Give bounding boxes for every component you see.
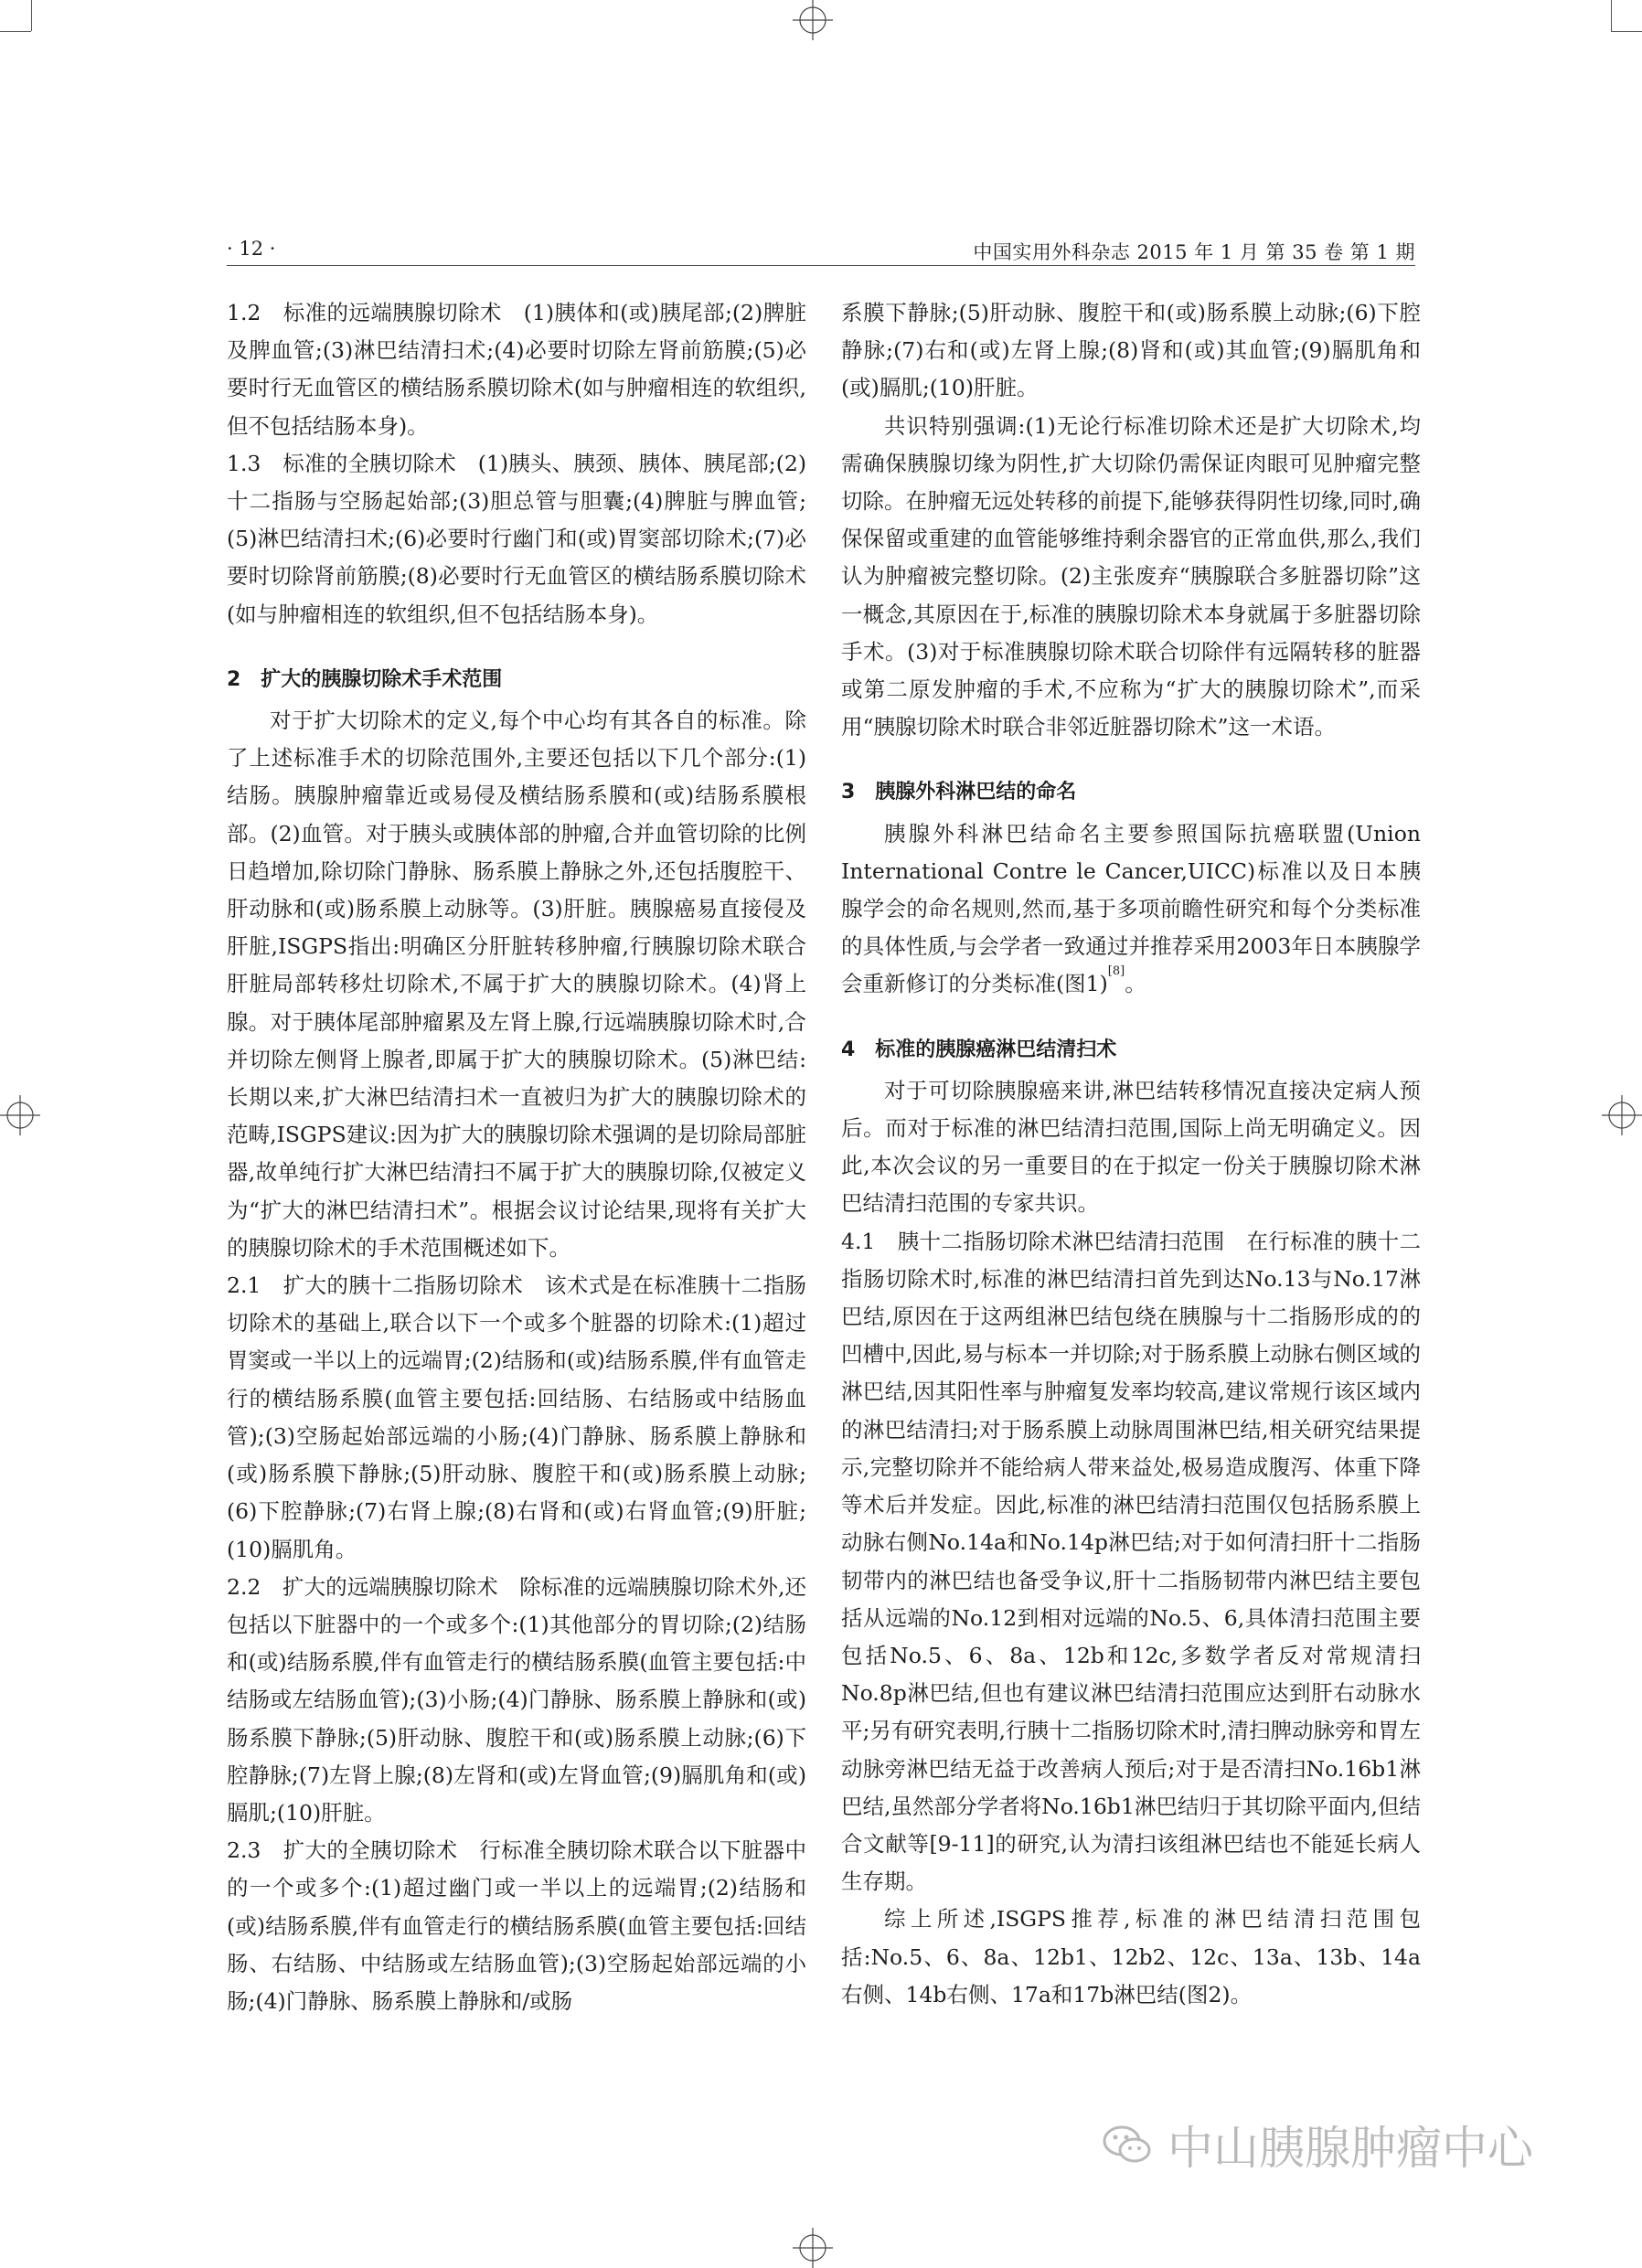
crop-mark <box>1611 0 1612 31</box>
paragraph-text: 2.2 扩大的远端胰腺切除术 除标准的远端胰腺切除术外,还包括以下脏器中的一个或多个:(1)其他部分的胃切除;(2)结肠和(或)结肠系膜,伴有血管走行的横结肠系膜(血管主要包括:中结肠或左结肠血管);(3)小肠;(4)门静脉、肠系膜上静脉和(或)肠系膜下静脉;(5)肝动脉、腹腔干和(或)肠系膜上动脉;(6)下腔静脉;(7)左肾上腺;(8)左肾和(或)左肾血管;(9)膈肌角和(或)膈肌;(10)肝脏。 <box>227 1573 806 1826</box>
paragraph-text: 2 扩大的胰腺切除术手术范围 <box>227 667 503 691</box>
page-number: · 12 · <box>227 238 276 260</box>
paragraph-text: 1.2 标准的远端胰腺切除术 (1)胰体和(或)胰尾部;(2)脾脏及脾血管;(3)淋巴结清扫术;(4)必要时切除左肾前筋膜;(5)必要时行无血管区的横结肠系膜切除术(如与肿瘤相连的软组织,但不包括结肠本身)。 <box>227 300 806 439</box>
left-column <box>227 294 806 2020</box>
paragraph-text: 3 胰腺外科淋巴结的命名 <box>841 781 1077 804</box>
paragraph <box>841 294 1421 408</box>
crop-mark <box>1611 31 1642 32</box>
wechat-logo-icon <box>1102 2124 1153 2165</box>
paragraph-text: 对于可切除胰腺癌来讲,淋巴结转移情况直接决定病人预后。而对于标准的淋巴结清扫范围,国际上尚无明确定义。因此,本次会议的另一重要目的在于拟定一份关于胰腺切除术淋巴结清扫范围的专家共识。 <box>841 1077 1421 1217</box>
crop-mark <box>31 0 32 31</box>
paragraph-text: 4 标准的胰腺癌淋巴结清扫术 <box>841 1038 1117 1061</box>
paragraph <box>227 702 806 1267</box>
paragraph-text: 共识特别强调:(1)无论行标准切除术还是扩大切除术,均需确保胰腺切缘为阴性,扩大切除仍需保证肉眼可见肿瘤完整切除。在肿瘤无远处转移的前提下,能够获得阴性切缘,同时,确保保留或重建的血管能够维持剩余器官的正常血供,那么,我们认为肿瘤被完整切除。(2)主张废弃“胰腺联合多脏器切除”这一概念,其原因在于,标准的胰腺切除术本身就属于多脏器切除手术。(3)对于标准胰腺切除术联合切除伴有远隔转移的脏器或第二原发肿瘤的手术,不应称为“扩大的胰腺切除术”,而采用“胰腺切除术时联合非邻近脏器切除术”这一术语。 <box>841 412 1421 740</box>
paragraph <box>227 445 806 634</box>
paragraph-text: 对于扩大切除术的定义,每个中心均有其各自的标准。除了上述标准手术的切除范围外,主要还包括以下几个部分:(1)结肠。胰腺肿瘤靠近或易侵及横结肠系膜和(或)结肠系膜根部。(2)血管。对于胰头或胰体部的肿瘤,合并血管切除的比例日趋增加,除切除门静脉、肠系膜上静脉之外,还包括腹腔干、肝动脉和(或)肠系膜上动脉等。(3)肝脏。胰腺癌易直接侵及肝脏,ISGPS指出:明确区分肝脏转移肿瘤,行胰腺切除术联合肝脏局部转移灶切除术,不属于扩大的胰腺切除术。(4)肾上腺。对于胰体尾部肿瘤累及左肾上腺,行远端胰腺切除术时,合并切除左侧肾上腺者,即属于扩大的胰腺切除术。(5)淋巴结:长期以来,扩大淋巴结清扫术一直被归为扩大的胰腺切除术的范畴,ISGPS建议:因为扩大的胰腺切除术强调的是切除局部脏器,故单纯行扩大淋巴结清扫不属于扩大的胰腺切除,仅被定义为“扩大的淋巴结清扫术”。根据会议讨论结果,现将有关扩大的胰腺切除术的手术范围概述如下。 <box>227 708 806 1261</box>
registration-mark-icon <box>793 0 833 40</box>
paragraph-text: 胰腺外科淋巴结命名主要参照国际抗癌联盟(Union International Contre le Cancer,UICC)标准以及日本胰腺学会的命名规则,然而,基于多项前瞻性研究和每个分类标准的具体性质,与会学者一致通过并推荐采用2003年日本胰腺学会重新修订的分类标准(图1) <box>841 820 1421 997</box>
running-header <box>227 236 1415 266</box>
paragraph <box>227 1569 806 1832</box>
registration-mark-icon <box>793 2228 833 2268</box>
paragraph-tail: 。 <box>1125 971 1146 997</box>
paragraph-text: 2.1 扩大的胰十二指肠切除术 该术式是在标准胰十二指肠切除术的基础上,联合以下一个或多个脏器的切除术:(1)超过胃窦或一半以上的远端胃;(2)结肠和(或)结肠系膜,伴有血管走行的横结肠系膜(血管主要包括:回结肠、右结肠或中结肠血管);(3)空肠起始部远端的小肠;(4)门静脉、肠系膜上静脉和(或)肠系膜下静脉;(5)肝动脉、腹腔干和(或)肠系膜上动脉;(6)下腔静脉;(7)右肾上腺;(8)右肾和(或)右肾血管;(9)肝脏;(10)膈肌角。 <box>227 1272 806 1562</box>
registration-mark-icon <box>1602 1095 1642 1135</box>
registration-mark-icon <box>0 1095 40 1135</box>
right-column <box>841 294 1421 2014</box>
paragraph-text: 系膜下静脉;(5)肝动脉、腹腔干和(或)肠系膜上动脉;(6)下腔静脉;(7)右和(或)左肾上腺;(8)肾和(或)其血管;(9)膈肌角和(或)膈肌;(10)肝脏。 <box>841 300 1421 401</box>
crop-mark <box>0 31 31 32</box>
paragraph <box>841 408 1421 747</box>
watermark-text: 中山胰腺肿瘤中心 <box>1168 2122 1533 2175</box>
section-heading <box>841 773 1421 811</box>
section-heading <box>227 661 806 698</box>
paragraph-text: 1.3 标准的全胰切除术 (1)胰头、胰颈、胰体、胰尾部;(2)十二指肠与空肠起始部;(3)胆总管与胆囊;(4)脾脏与脾血管;(5)淋巴结清扫术;(6)必要时行幽门和(或)胃窦部切除术;(7)必要时切除肾前筋膜;(8)必要时行无血管区的横结肠系膜切除术(如与肿瘤相连的软组织,但不包括结肠本身)。 <box>227 450 806 627</box>
paragraph-text: 2.3 扩大的全胰切除术 行标准全胰切除术联合以下脏器中的一个或多个:(1)超过幽门或一半以上的远端胃;(2)结肠和(或)结肠系膜,伴有血管走行的横结肠系膜(血管主要包括:回结肠、右结肠、中结肠或左结肠血管);(3)空肠起始部远端的小肠;(4)门静脉、肠系膜上静脉和/或肠 <box>227 1837 806 2014</box>
journal-citation: 中国实用外科杂志 2015 年 1 月 第 35 卷 第 1 期 <box>973 241 1415 263</box>
section-heading <box>841 1031 1421 1069</box>
paragraph-text: 综上所述,ISGPS推荐,标准的淋巴结清扫范围包括:No.5、6、8a、12b1、12b2、12c、13a、13b、14a右侧、14b右侧、17a和17b淋巴结(图2)。 <box>841 1906 1421 2007</box>
paragraph <box>841 1901 1421 2014</box>
paragraph-text: 4.1 胰十二指肠切除术淋巴结清扫范围 在行标准的胰十二指肠切除术时,标准的淋巴结清扫首先到达No.13与No.17淋巴结,原因在于这两组淋巴结包绕在胰腺与十二指肠形成的的凹槽中,因此,易与标本一并切除;对于肠系膜上动脉右侧区域的淋巴结,因其阳性率与肿瘤复发率均较高,建议常规行该区域内的淋巴结清扫;对于肠系膜上动脉周围淋巴结,相关研究结果提示,完整切除并不能给病人带来益处,极易造成腹泻、体重下降等术后并发症。因此,标准的淋巴结清扫范围仅包括肠系膜上动脉右侧No.14a和No.14p淋巴结;对于如何清扫肝十二指肠韧带内的淋巴结也备受争议,肝十二指肠韧带内淋巴结主要包括从远端的No.12到相对远端的No.5、6,具体清扫范围主要包括No.5、6、8a、12b和12c,多数学者反对常规清扫No.8p淋巴结,但也有建议淋巴结清扫范围应达到肝右动脉水平;另有研究表明,行胰十二指肠切除术时,清扫脾动脉旁和胃左动脉旁淋巴结无益于改善病人预后;对于是否清扫No.16b1淋巴结,虽然部分学者将No.16b1淋巴结归于其切除平面内,但结合文献等[9-11]的研究,认为清扫该组淋巴结也不能延长病人生存期。 <box>841 1228 1421 1895</box>
watermark <box>1102 2112 1533 2177</box>
paragraph <box>227 294 806 445</box>
paragraph <box>227 1832 806 2020</box>
citation-ref: [8] <box>1107 964 1125 979</box>
paragraph <box>841 1072 1421 1223</box>
paragraph <box>841 1223 1421 1901</box>
paragraph <box>227 1267 806 1569</box>
paragraph <box>841 815 1421 1004</box>
